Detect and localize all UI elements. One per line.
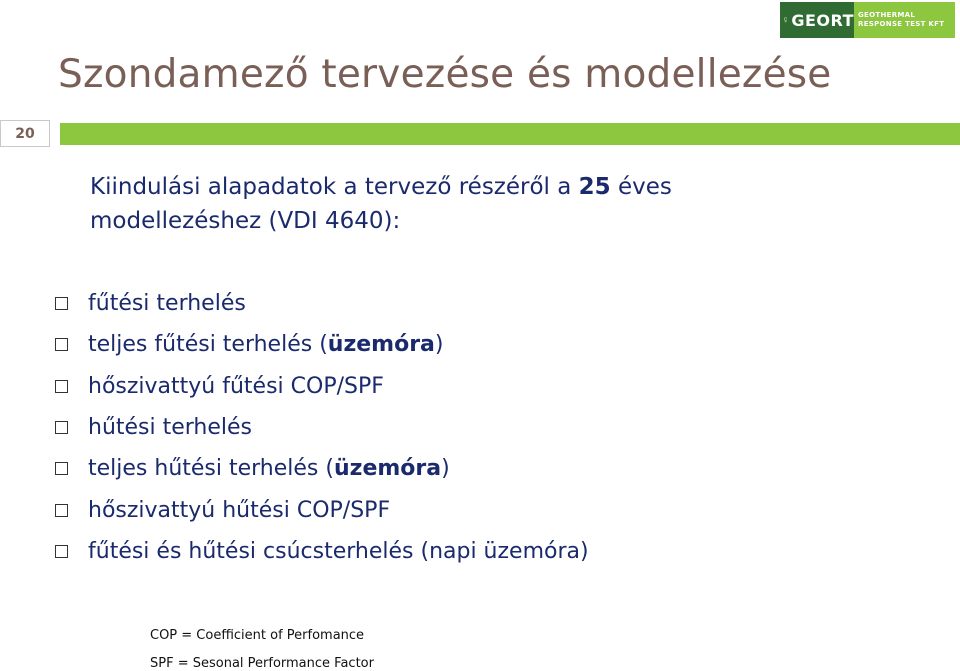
list-item-text [88,291,246,316]
list-item-label: hűtési terhelés [88,415,253,441]
list-item-text [88,332,444,357]
list-item-bold: üzemóra [333,456,442,482]
logo-mark [780,2,854,38]
logo-brand: GEORT [791,10,854,30]
list-item [55,366,589,407]
list-item [55,407,589,448]
list-item-text [88,539,589,564]
list-item-label: fűtési és hűtési csúcsterhelés (napi üzemóra) [88,538,589,564]
logo-tagline-line-2: RESPONSE TEST KFT [858,20,945,28]
footnote-cop: COP = Coefficient of Perfomance [150,628,365,643]
list-item [55,448,589,489]
input-data-list [55,283,589,572]
intro-text-part-2: éves modellezéshez (VDI 4640): [90,174,672,234]
intro-years: 25 [578,174,611,200]
list-item-label: hőszivattyú hűtési COP/SPF [88,497,391,523]
list-item [55,283,589,324]
slide-title: Szondamező tervezése és modellezése [58,52,832,97]
hexagon-logo-icon [784,7,787,33]
list-item-text [88,498,390,523]
list-item-bold: üzemóra [327,332,435,358]
list-item-label: teljes fűtési terhelés ( [88,332,328,358]
checkbox-bullet-icon [55,504,68,517]
list-item-label: fűtési terhelés [88,291,246,317]
footnote-spf: SPF = Sesonal Performance Factor [150,656,374,671]
list-item [55,489,589,530]
list-item-text [88,456,450,481]
list-item-label: hőszivattyú fűtési COP/SPF [88,373,384,399]
title-accent-bar [60,123,960,145]
intro-text-part-1: Kiindulási alapadatok a tervező részéről a [90,174,579,200]
geort-logo [780,2,955,38]
list-item [55,531,589,572]
checkbox-bullet-icon [55,338,68,351]
checkbox-bullet-icon [55,545,68,558]
list-item-text [88,415,252,440]
list-item-label: teljes hűtési terhelés ( [88,456,334,482]
page-number: 20 [0,120,50,147]
checkbox-bullet-icon [55,297,68,310]
logo-tagline-line-1: GEOTHERMAL [858,11,916,19]
list-item-suffix: ) [434,332,444,358]
list-item-text [88,374,384,399]
checkbox-bullet-icon [55,421,68,434]
checkbox-bullet-icon [55,462,68,475]
checkbox-bullet-icon [55,380,68,393]
logo-tagline [854,2,955,38]
intro-text [90,170,850,238]
list-item-suffix: ) [441,456,450,482]
list-item [55,324,589,365]
